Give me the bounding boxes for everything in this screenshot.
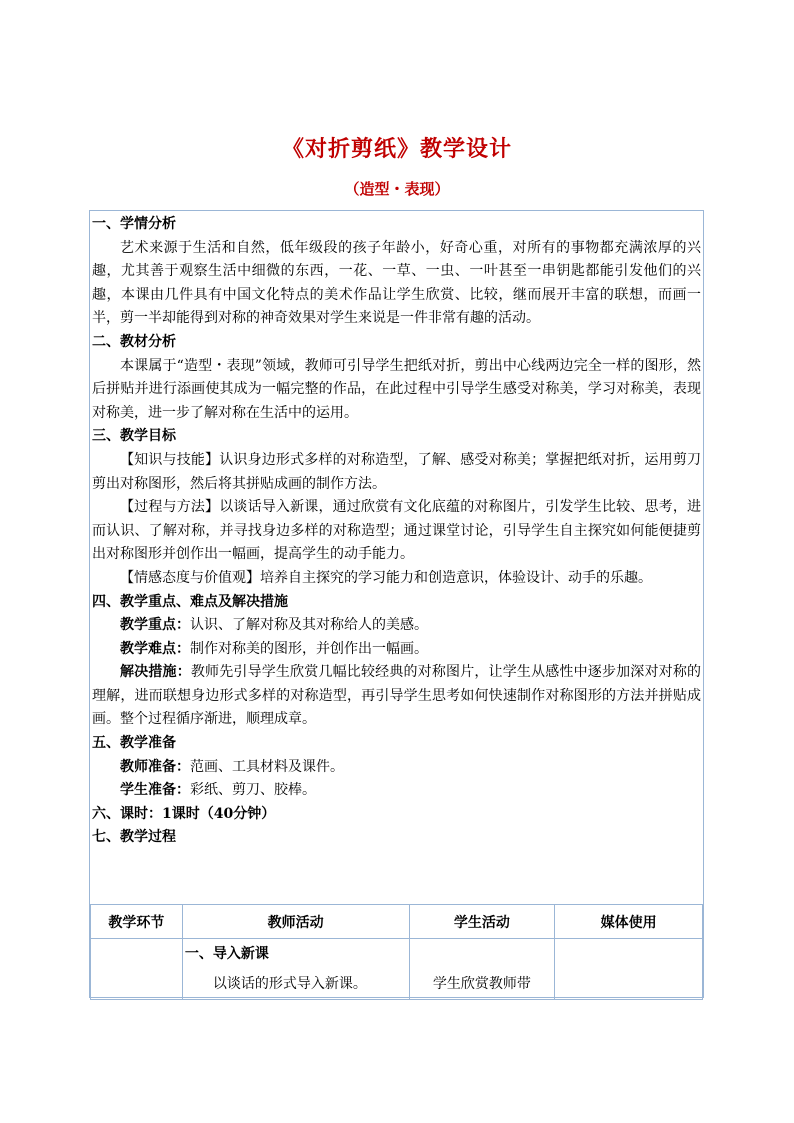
heading-class-hours: 六、课时：1课时（40分钟） [92, 805, 276, 822]
cell-student-activity: 学生欣赏教师带 [409, 939, 555, 1000]
cell-media [555, 939, 703, 1000]
header-teacher-activity: 教师活动 [182, 905, 409, 939]
content-frame [89, 210, 704, 998]
paragraph-material-analysis: 本课属于“造型・表现”领域，教师可引导学生把纸对折，剪出中心线两边完全一样的图形，然后拼贴并进行添画使其成为一幅完整的作品，在此过程中引导学生感受对称美，学习对称美，表现对称美，进一步了解对称在生活中的运用。 [92, 357, 701, 421]
heading-preparation: 五、教学准备 [92, 735, 176, 752]
header-media: 媒体使用 [555, 905, 703, 939]
text-key-point: 认识、了解对称及其对称给人的美感。 [190, 617, 428, 634]
teacher-step-text: 以谈话的形式导入新课。 [212, 976, 367, 992]
label-solution: 解决措施： [120, 664, 191, 681]
paragraph-objective-process: 【过程与方法】以谈话导入新课，通过欣赏有文化底蕴的对称图片，引发学生比较、思考，进而认识、了解对称，并寻找身边多样的对称造型；通过课堂讨论，引导学生自主探究如何能便捷剪出对称图形并创作出一幅画，提高学生的动手能力。 [92, 499, 701, 563]
heading-objectives: 三、教学目标 [92, 428, 176, 445]
cell-teacher-activity [182, 939, 409, 1000]
text-difficulty: 制作对称美的图形，并创作出一幅画。 [190, 640, 428, 657]
label-difficulty: 教学难点： [120, 640, 190, 657]
teacher-step-title: 一、导入新课 [184, 946, 269, 962]
label-teacher-prep: 教师准备： [120, 758, 190, 775]
paragraph-objective-emotion: 【情感态度与价值观】培养自主探究的学习能力和创造意识，体验设计、动手的乐趣。 [120, 569, 652, 586]
paragraph-key-point [92, 614, 701, 638]
heading-key-points: 四、教学重点、难点及解决措施 [92, 593, 288, 610]
heading-teaching-process: 七、教学过程 [92, 829, 176, 846]
heading-learner-analysis: 一、学情分析 [92, 216, 176, 232]
document-title: 《对折剪纸》教学设计 [281, 136, 512, 162]
content-body [92, 213, 701, 850]
document-subtitle: （造型・表现） [344, 180, 450, 198]
text-teacher-prep: 范画、工具材料及课件。 [190, 758, 344, 775]
label-key-point: 教学重点： [120, 617, 190, 634]
paragraph-difficulty [92, 638, 701, 662]
paragraph-learner-analysis: 艺术来源于生活和自然，低年级段的孩子年龄小，好奇心重，对所有的事物都充满浓厚的兴趣，尤其善于观察生活中细微的东西，一花、一草、一虫、一叶甚至一串钥匙都能引发他们的兴趣，本课由几件具有中国文化特点的美术作品让学生欣赏、比较，继而展开丰富的联想，而画一半，剪一半却能得到对称的神奇效果对学生来说是一件非常有趣的活动。 [92, 239, 701, 327]
paragraph-student-prep [92, 779, 701, 803]
header-phase: 教学环节 [91, 905, 183, 939]
paragraph-solution [92, 661, 701, 732]
cell-phase [91, 939, 183, 1000]
label-student-prep: 学生准备： [120, 782, 190, 799]
text-solution: 教师先引导学生欣赏几幅比较经典的对称图片，让学生从感性中逐步加深对对称的理解，进而联想身边形式多样的对称造型，再引导学生思考如何快速制作对称图形的方法并拼贴成画。整个过程循序渐进，顺理成章。 [92, 664, 701, 728]
heading-material-analysis: 二、教材分析 [92, 333, 176, 350]
text-student-prep: 彩纸、剪刀、胶棒。 [190, 782, 316, 799]
table-row [91, 939, 703, 1000]
table-header-row [91, 905, 703, 939]
teaching-process-table [90, 904, 703, 1000]
paragraph-teacher-prep [92, 756, 701, 780]
paragraph-objective-knowledge: 【知识与技能】认识身边形式多样的对称造型，了解、感受对称美；掌握把纸对折，运用剪刀剪出对称图形，然后将其拼贴成画的制作方法。 [92, 451, 701, 492]
header-student-activity: 学生活动 [409, 905, 555, 939]
